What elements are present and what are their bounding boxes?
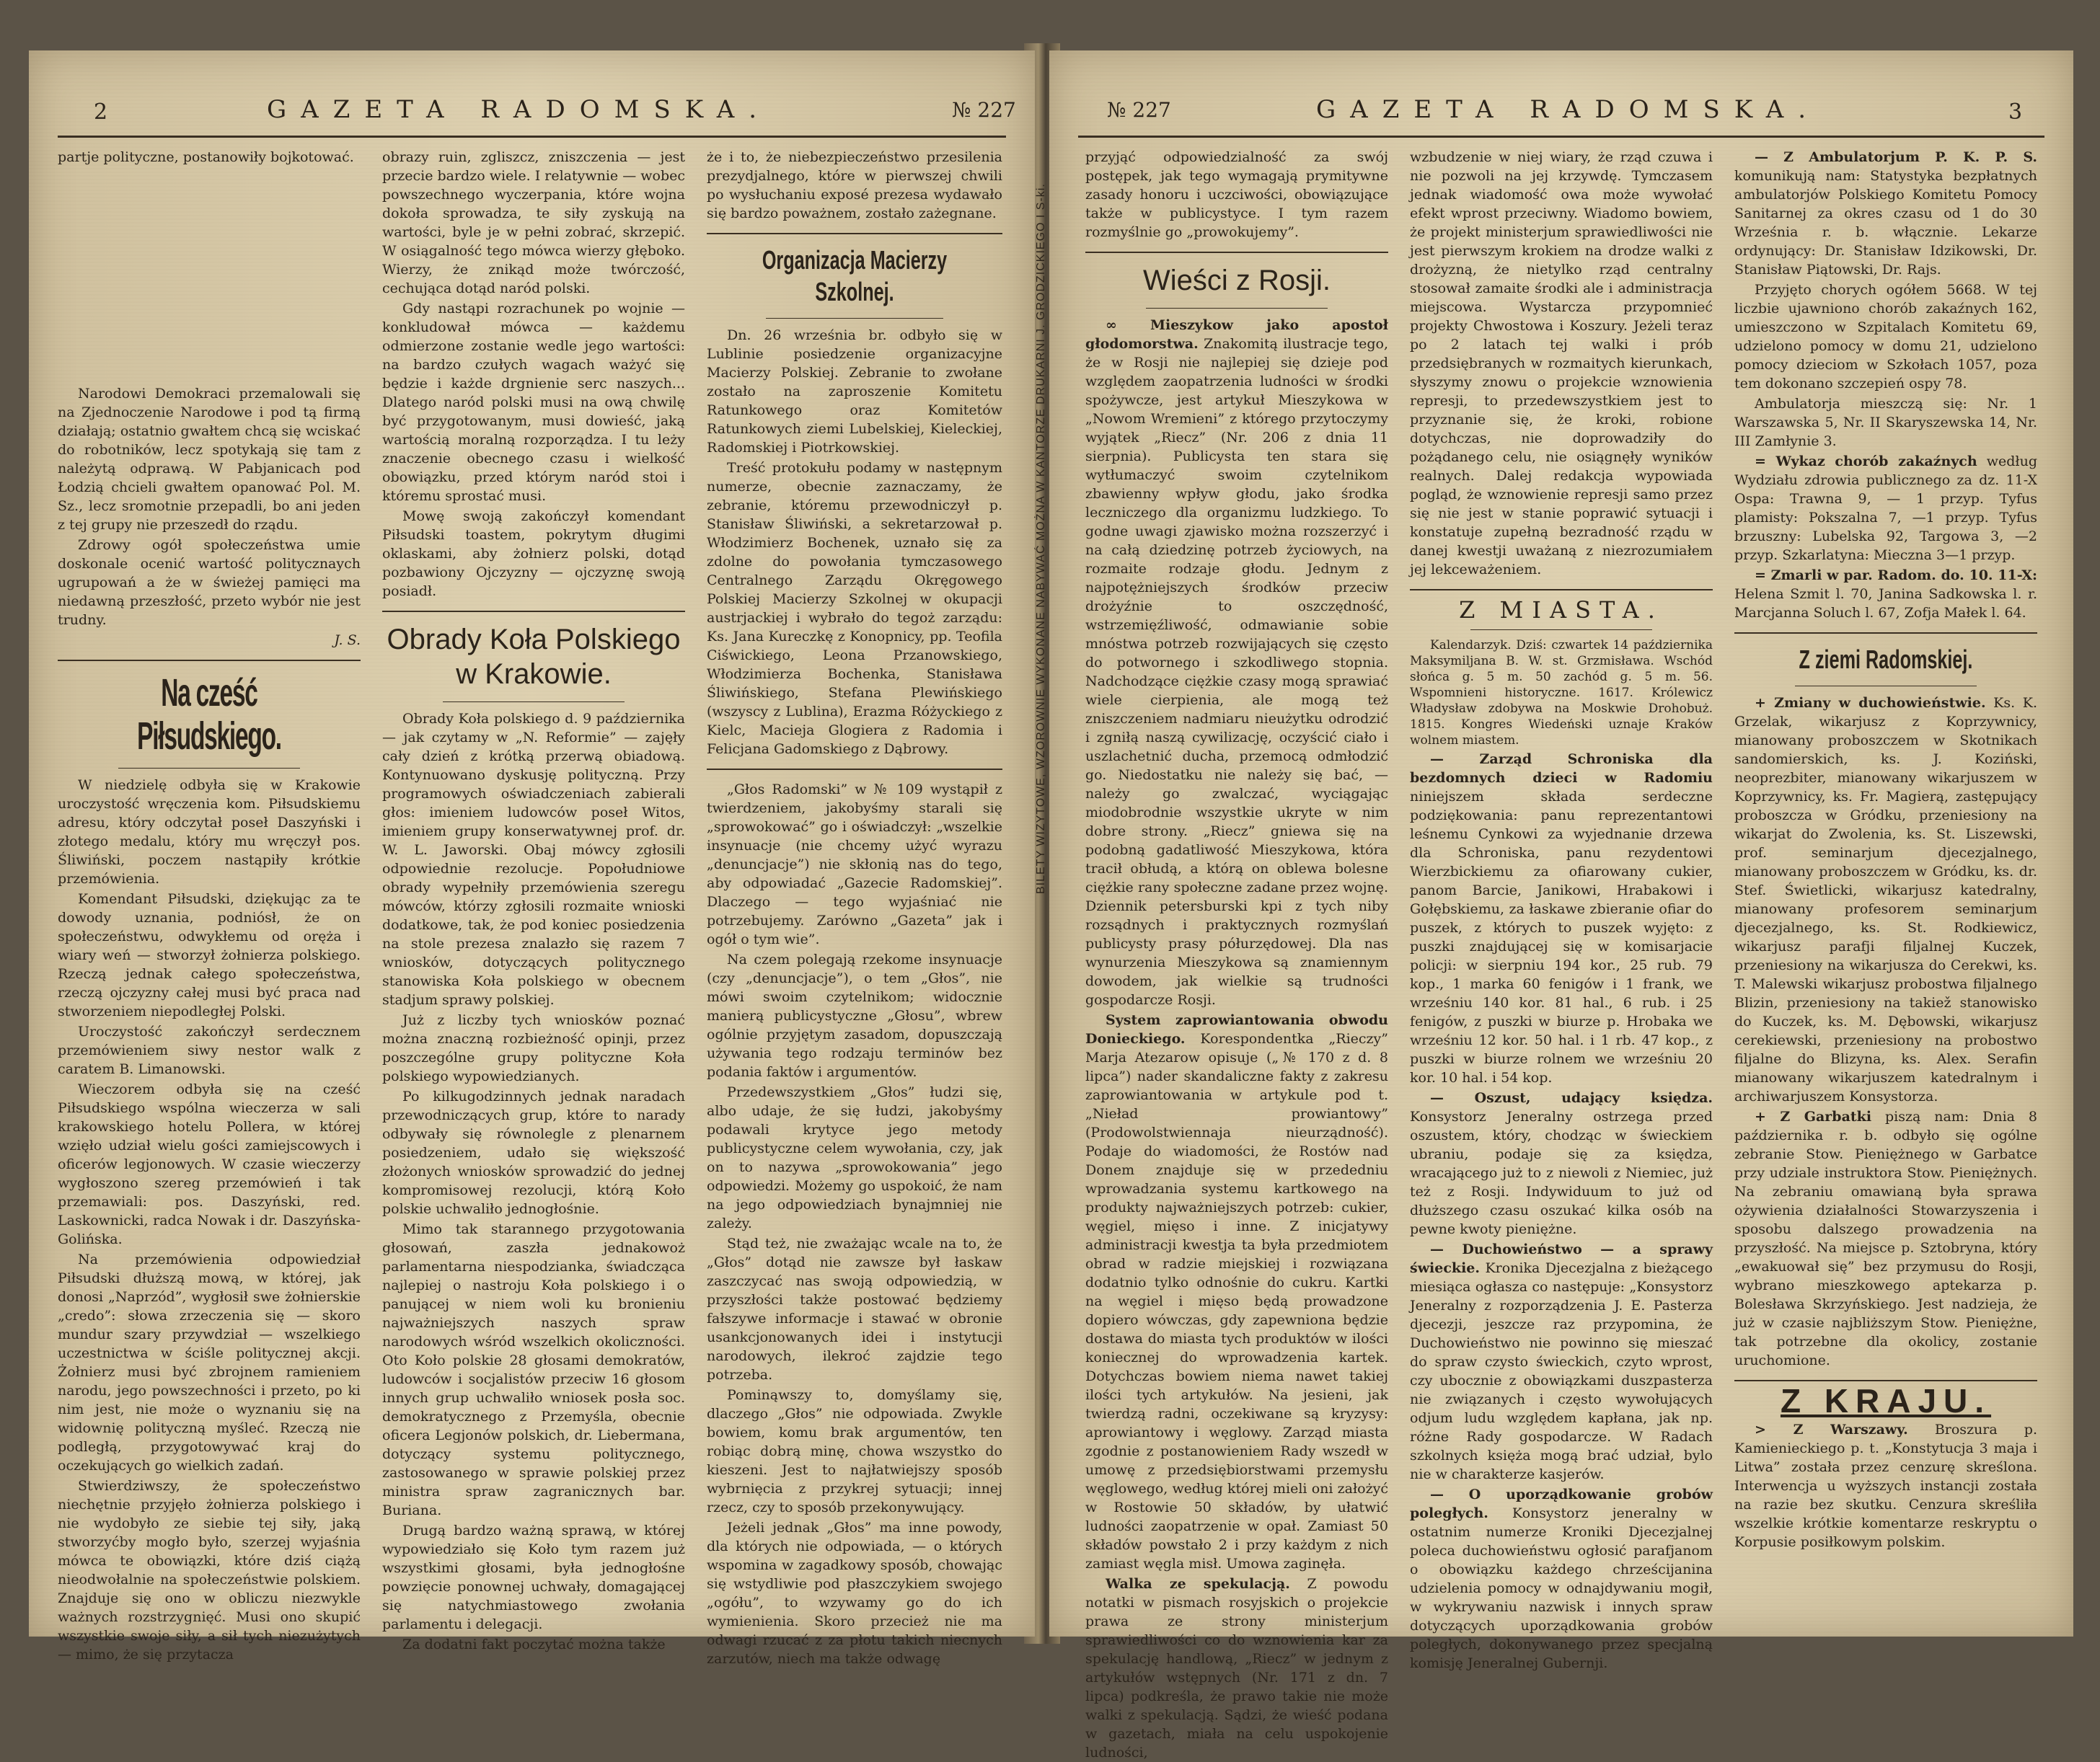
calendar-note: Kalendarzyk. Dziś: czwartek 14 października Maksymiljana B. W. st. Grzmisława. Wschód słońca g. 5 m. 50 zachód g. 5 m. 56. Wspomnieni historyczne. 1617. Królewicz Władysław zdobywa na Moskwie Drohobuż. 1815. Kongres Wiedeński uznaje Kraków wolnem miastem. (1410, 638, 1713, 748)
headline-wiesci-z-rosji: Wieści z Rosji. (1142, 265, 1331, 296)
article-paragraph: przyjąć odpowiedzialność za swój postępek, jak tego wymagają prymitywne zasady honoru i uczciwości, obowiązujące także w publicystyce. I tym razem rozmyślnie go „prowokujemy”. (1085, 149, 1388, 240)
article-paragraph (1734, 1420, 2037, 1551)
article-paragraph: Na przemówienia odpowiedział Piłsudski dłuższą mową, w której, jak donosi „Naprzód”, wygłosił swe żołnierskie „credo”: słowa zrzeczenia się — skoro mundur szary przywdział — wszelkiego uczestnictwa w ściśle politycznej akcji. Żołnierz musi być zbrojnem ramieniem narodu, jego powszechności i przeto, po ki nim jest, nie może o wyznaniu się na widownię polityczną myśleć. Rzeczą nie podległą, przygotowywać kraj do oczekujących go wielkich zadań. (58, 1252, 361, 1474)
article-paragraph: Mowę swoją zakończył komendant Piłsudski toastem, pokrytym długimi oklaskami, aby żołnierz polski, dotąd pozbawiony Ojczyzny — ojczyznę swoją posiadł. (382, 508, 685, 599)
divider (58, 660, 361, 661)
left-column-1 (58, 148, 361, 1663)
article-paragraph (1410, 1089, 1713, 1239)
paragraph-lead: — Z Ambulatorjum P. K. P. S. (1755, 149, 2037, 165)
article-paragraph (1085, 1011, 1388, 1573)
article-paragraph: Gdy nastąpi rozrachunek po wojnie — konkludował mówca — każdemu odmierzone zostanie wedle jego wartości: na bardzo czułych wagach ważyć się będzie i każde drgnienie serc naszych... Dlatego naród polski musi na ową chwilę być przygotowanym, musi dowieść, jaką wartością moralną rozporządza. I tu leży znaczenie obecnego czasu i wielkość obowiązku, przed którym naród stoi i któremu sprostać musi. (382, 301, 685, 504)
article-paragraph: Przyjęto chorych ogółem 5668. W tej liczbie ujawniono chorób zakaźnych 162, umieszczono w Szpitalach Komitetu 69, udzielono pomocy w domu 21, udzielono pomocy dzieciom w Szkołach 1057, poza tem dokonano szczepień ospy 78. (1734, 282, 2037, 391)
article-paragraph: Treść protokułu podamy w następnym numerze, obecnie zaznaczamy, że zebranie, któremu przewodniczył p. Stanisław Śliwiński, a sekretarzował p. Włodzimierz Bochenek, uznało się za zdolne do powołania tymczasowego Centralnego Zarządu Okręgowego Polskiej Macierzy Szkolnej w okupacji austrjackiej i wybrało do tegoż zarządu: Ks. Jana Kureczkę z Konopnicy, pp. Teofila Ciświckiego, Leona Przanowskiego, Włodzimierza Bochenka, Stanisława Śliwińskiego, Stefana Plewińskiego (wszyscy z Lublina), Erazma Różyckiego z Kielc, Macieja Glogiera z Radomia i Felicjana Gadomskiego z Dąbrowy. (707, 460, 1002, 757)
article-paragraph: Ambulatorja mieszczą się: Nr. 1 Warszawska 5, Nr. II Skaryszewska 14, Nr. III Zamłynie 3. (1734, 396, 2037, 449)
article-paragraph: „Głos Radomski” w № 109 wystąpił z twierdzeniem, jakobyśmy starali się „sprowokować” go i oświadczył: „wszelkie insynuacje (nie chcemy użyć wyrazu „denuncjacje”) nie skłonią nas do tego, aby odpowiadać „Gazecie Radomskiej”. Dlaczego — tego wyjaśniać nie potrzebujemy. Zarówno „Gazeta” jak i ogół o tym wie”. (707, 782, 1002, 947)
right-column-1 (1085, 148, 1388, 1761)
article-paragraph (1085, 316, 1388, 1009)
paragraph-lead: = Zmarli w par. Radom. do. 10. 11-X: (1755, 567, 2037, 583)
divider (707, 769, 1002, 770)
article-paragraph: Stąd też, nie zważając wcale na to, że „Głos” dotąd nie zawsze był łaskaw zaszczycać nas swoją odpowiedzią, w przyszłości także postować będziemy fałszywe informacje i stawać w obronie usankcjonowanych idei i instytucji narodowych, ilekroć zajdzie tego potrzeba. (707, 1236, 1002, 1383)
paragraph-body: piszą nam: Dnia 8 października r. b. odbyło się ogólne zebranie Stow. Pieniężnego w Garbatce przy udziale instruktora Stow. Pieniężnych. Na zebraniu omawianą była sprawa ożywienia działalności Stowarzyszenia i sposobu dalszego prowadzenia na przyszłość. Na miejsce p. Sztobryna, który „ewakuował się” bez przymusu do Rosji, wybrano mieszkowego aptekarza p. Bolesława Skrzyńskiego. Jest nadzieja, że już w czasie najbliższym Stow. Pieniężne, tak potrzebne dla okolicy, zostanie uruchomione. (1734, 1109, 2037, 1368)
paragraph-body: Ks. K. Grzelak, wikarjusz z Koprzywnicy, mianowany proboszczem w Skotnikach sandomierskich, ks. J. Koziński, neoprezbiter, mianowany wikarjuszem w Koprzywnicy, ks. Fr. Magierą, zastępujący proboszcza w Gródku, przeniesiony na wikarjat do Zwolenia, ks. St. Liszewski, prof. seminarjum djecezjalnego, mianowany proboszczem w Gródku, ks. dr. Stef. Świetlicki, wikarjusz katedralny, mianowany profesorem seminarjum djecezjalnego, ks. St. Rodkiewicz, wikarjusz parafji filjalnej Kuczek, przeniesiony na wikarjusza do Cerekwi, ks. T. Malewski wikarjusz probostwa filjalnego Blizin, przeniesiony na takiež stanowisko do Kuczek, ks. M. Dębowski, wikarjusz cerekiewski, przeniesiony na probostwo filjalne do Blizyna, ks. Alex. Serafin mianowany wikarjuszem katedralnym i archiwarjuszem Konsystorza. (1734, 695, 2037, 1104)
article-paragraph: Komendant Piłsudski, dziękując za te dowody uznania, podniósł, że on społeczeństwu, odwykłemu od oręża i wiary weń — stworzył żołnierza polskiego. Rzeczą jednak całego społeczeństwa, rzeczą ojczyzny całej musi być praca nad stworzeniem niepodległej Polski. (58, 891, 361, 1019)
divider (118, 768, 300, 769)
headline-pilsudski: Na cześć Piłsudskiego. (137, 671, 281, 758)
left-column-2 (382, 148, 686, 1652)
article-paragraph (1410, 750, 1713, 1087)
article-paragraph: Wieczorem odbyła się na cześć Piłsudskiego wspólna wieczerza w sali krakowskiego hotelu Pollera, w której wzięło udział wielu gości zamiejscowych i oficerów legjonowych. W czasie wieczerzy wygłoszono szereg przemówień i tak przemawiali: pos. Daszyński, red. Laskownicki, radca Nowak i dr. Daszyńska-Golińska. (58, 1081, 361, 1247)
headline-z-kraju: Z KRAJU. (1780, 1382, 1992, 1420)
paragraph-lead: — O uporządkowanie grobów poległych. (1410, 1487, 1713, 1521)
article-paragraph: Jeżeli jednak „Głos” ma inne powody, dla których nie odpowiada, — o których wspomina w zagadkowy sposób, chowając się wstydliwie pod płaszczykiem swojego „ogółu”, to wzywamy go do ich wymienienia. Skoro przecież nie ma odwagi rzucać z za płotu takich niecnych zarzutów, niech ma także odwagę (707, 1520, 1002, 1667)
paragraph-body: Konsystorz Jeneralny ostrzega przed oszustem, który, chodząc w świeckiem ubraniu, podaje się za księdza, wracającego już to z niewoli z Niemiec, już też z Rosji. Indywiduum to już od dłuższego czasu oszukać kilka osób na pewne kwoty pieniężne. (1410, 1109, 1713, 1237)
article-paragraph (1734, 148, 2037, 279)
paragraph-lead: > Z Warszawy. (1755, 1422, 1908, 1438)
divider (707, 233, 1002, 234)
paragraph-body: Z powodu notatki w pismach rosyjskich o projekcie prawa ze strony ministerjum sprawiedliwości co do wznowienia kar za spekulację handlową, „Riecz” w jednym z artykułów wstępnych (Nr. 171 z dn. 7 lipca) podkreśla, że prawo takie nie może walki z spekulacją. Sądzi, że wieść podana w gazetach, miała na celu uspokojenie ludności, (1085, 1576, 1388, 1761)
paragraph-lead: — Duchowieństwo — a sprawy świeckie. (1410, 1241, 1713, 1276)
paragraph-lead: System zaprowiantowania obwodu Donieckiego. (1085, 1012, 1388, 1047)
article-paragraph: Po kilkugodzinnych jednak naradach przewodniczących grup, które to narady odbywały się równolegle z plenarnem posiedzeniem, udało się większość złożonych wniosków sprowadzić do jednej kompromisowej rezolucji, którą Koło polskie uchwaliło jednogłośnie. (382, 1089, 685, 1217)
paragraph-body: Broszura p. Kamienieckiego p. t. „Konstytucja 3 maja i Litwa” została przez cenzurę skreślona. Interwencja u wyższych instancji została na razie bez skutku. Cenzura skreśliła wszelkie krótkie komentarze reskryptu o Korpusie posiłkowym polskim. (1734, 1422, 2038, 1550)
article-paragraph: że i to, że niebezpieczeństwo przesilenia prezydjalnego, które w pierwszej chwili po wysłuchaniu exposé prezesa wydawało się bardzo poważnem, zostało zażegnane. (707, 149, 1002, 221)
paragraph-lead: — Zarząd Schroniska dla bezdomnych dzieci w Radomiu (1410, 751, 1713, 786)
signature: J. S. (334, 632, 361, 648)
article-paragraph (1734, 566, 2037, 622)
right-column-2 (1410, 148, 1713, 1671)
article-paragraph: partje polityczne, postanowiły bojkotować. (58, 149, 354, 165)
headline-z-ziemi-radomskiej: Z ziemi Radomskiej. (1799, 645, 1973, 674)
divider (443, 701, 625, 702)
article-paragraph (1410, 1485, 1713, 1673)
paragraph-body: Helena Szmit l. 70, Janina Sadkowska l. r. Marcjanna Soluch l. 67, Zofja Małek l. 64. (1734, 586, 2037, 621)
article-paragraph: Narodowi Demokraci przemalowali się na Zjednoczenie Narodowe i pod tą firmą działają; ostatnio gwałtem chcą się wciskać do robotników, lecz spotykają się tam z należytą odprawą. W Pabjanicach pod Łodzią chcieli gwałtem opanować Pol. M. Sz., lecz sromotnie przepadli, bo ani jeden z tej grupy nie przeszedł do rządu. (58, 386, 361, 533)
newspaper-title: GAZETA RADOMSKA. (267, 95, 772, 124)
article-paragraph: obrazy ruin, zgliszcz, zniszczenia — jest przecie bardzo wiele. I relatywnie — wobec powszechnego wyczerpania, które wojna dokoła sprowadza, te siły zyskują na wartości, byle je w pełni zobrać, skrzepić. W osiągalność tego mówca wierzy głęboko. Wierzy, że znikąd może twórczość, cechująca dotąd naród polski. (382, 149, 686, 296)
article-paragraph: Zdrowy ogół społeczeństwa umie doskonale ocenić wartość politycznaych ugrupowań a że w świeżej pamięci ma niedawną przeszłość, przeto wybór nie jest trudny. (58, 537, 361, 628)
article-paragraph (1734, 1107, 2037, 1370)
left-column-3 (707, 148, 1002, 1667)
divider (1734, 1380, 2037, 1381)
divider (1470, 629, 1652, 630)
article-paragraph: wzbudzenie w niej wiary, że rząd czuwa i nie pozwoli na jej krzywdę. Tymczasem jednak wiadomość owa może wywołać efekt wprost przeciwny. Wiadomo bowiem, że projekt ministerjum sprawiedliwości nie jest pierwszym krokiem na drodze walki z drożyzną, że nietylko rząd centralny stosował zamaite środki ale i administracja miejscowa. Wystarcza przypomnieć projekty Chwostowa i Koszury. Jeżeli teraz po 2 latach tej walki i prób przedsiębranych w rozmaitych kierunkach, słyszymy znowu o projekcie wznowienia represji, to przedewszystkiem jest to przyznanie się, że kroki, robione dotychczas, nie doprowadziły do pożądanego celu, nie osiągnęły wyników realnych. Dalej redakcja wypowiada pogląd, że wznowienie represji samo przez się nie jest w stanie poprawić sytuacji i konstatuje zupełną bezradność rządu w danej kwestji uważaną z niezrozumiałem jej lekceważeniem. (1410, 149, 1713, 577)
paragraph-lead: + Z Garbatki (1755, 1109, 1872, 1125)
article-paragraph: Stwierdziwszy, że społeczeństwo niechętnie przyjęło żołnierza polskiego i nie wydobyło ze siebie tej siły, jaką stworzyćby mogło było, szerzej wyjaśnia mówca te obowiązki, które dziś ciążą nieodwołalnie na społeczeństwie polskiem. Znajduje się ono w obliczu niezwykle ważnych rozstrzygnięć. Musi ono skupić wszystkie swoje siły, a sił tych niezużytych — mimo, że się przytacza (58, 1478, 361, 1663)
paragraph-lead: — Oszust, udający księdza. (1430, 1090, 1713, 1106)
issue-number: № 227 (1107, 98, 1171, 122)
right-masthead (1049, 94, 2073, 137)
vertical-advert-text: BILETY WIZYTOWE, WZOROWNIE WYKONANE NABYWAĆ MOŻNA W KANTORZE DRUKARNI J. GRODZICKIEGO I S-ki. (1035, 183, 1047, 894)
paragraph-body: Znakomitą ilustracje tego, że w Rosji nie najlepiej się dzieje pod względem zaopatrzenia ludności w środki spożywcze, jest artykuł Mieszykowa w „Nowom Wremieni” z którego przytoczymy wyjątek „Riecz” (Nr. 206 z dnia 11 sierpnia). Publicysta ten stara się wytłumaczyć swoim czytelnikom zbawienny wpływ głodu, jako środka leczniczego dla organizmu ludzkiego. To godne uwagi zjawisko można rozszerzyć i na całą dziedzinę potrzeb życiowych, na rozmaite rodzaje głodu. Jednym z najpotężniejszych środków przeciw drożyźnie to oszczędność, wstrzemięźliwość, odmawianie sobie mnóstwa potrzeb rozwijających się często do potwornego i szkodliwego stopnia. Nadchodzące ciężkie czasy mogą sprawiać wiele cierpienia, ale mogą też zniszczeniem nadmiaru nieużytku odrodzić i zgniłą naszą cywilizację, oczyścić ciało i uszlachetnić ducha, przemocą odmłodzić go. Niedostatku nie należy się bać, — należy go zwalczać, wyciągając miodobrodnie wszystkie ukryte w nim dobre strony. „Riecz” gniewa się na podobną gadatliwość Mieszykowa, która tracił obłudą, a którą on oblewa bolesne ciężkie rany społeczne zadane przez wojnę. Dziennik petersburski kpi z tych niby rozsądnych i praktycznych rozmyślań publicysty prasy półurzędowej. Dla nas wynurzenia Mieszykowa są znamiennym dowodem, jak wielkie są trudności gospodarcze Rosji. (1085, 336, 1388, 1008)
page-number: 3 (2008, 99, 2023, 125)
article-paragraph: Dn. 26 września br. odbyło się w Lublinie posiedzenie organizacyjne Macierzy Polskiej. Zebranie to zwołane zostało na zaproszenie Komitetu Ratunkowego oraz Komitetów Ratunkowych ziemi Lubelskiej, Kieleckiej, Radomskiej i Piotrkowskiej. (707, 327, 1002, 456)
left-masthead (29, 94, 1035, 137)
issue-number: № 227 (952, 98, 1016, 122)
article-paragraph (1734, 452, 2037, 565)
article-paragraph: Już z liczby tych wniosków poznać można znaczną rozbieżność opinji, przez poszczególne grupy polityczne Koła polskiego wypowiedzianych. (382, 1012, 685, 1084)
article-paragraph: Obrady Koła polskiego d. 9 października — jak czytamy w „N. Reformie” — zajęły cały dzień z krótką przerwą obiadową. Kontynuowano dyskusję polityczną. Przy programowych oświadczeniach zabierali głos: imieniem ludowców poseł Witos, imieniem grupy konserwatywnej prof. dr. W. L. Jaworski. Obaj mówcy zgłosili odpowiednie rezolucje. Popołudniowe obrady wypełniły przemówienia szeregu mówców, którzy zgłosili rozmaite wnioski dodatkowe, tak, że pod koniec posiedzenia na stole prezesa znalazło się razem 7 wniosków, dotyczących politycznego stanowiska Koła polskiego w obecnem stadjum sprawy polskiej. (382, 711, 685, 1008)
paragraph-lead: = Wykaz chorób zakaźnych (1755, 453, 1977, 469)
header-rule (58, 136, 1006, 138)
headline-z-miasta: Z MIASTA. (1459, 596, 1664, 624)
page-number: 2 (94, 99, 108, 125)
paragraph-lead: Walka ze spekulacją. (1106, 1576, 1290, 1592)
article-paragraph: Uroczystość zakończył serdecznem przemówieniem siwy nestor walk z caratem B. Limanowski. (58, 1024, 361, 1077)
paragraph-body: Kronika Djecezjalna z bieżącego miesiąca ogłasza co następuje: „Konsystorz Jeneralny z rozporządzenia J. E. Pasterza djecezji, jeszcze raz przypomina, że Duchowieństwo nie powinno się mieszać do spraw czysto świeckich, czyto wprost, czy ubocznie z obowiązkami duszpasterza nie związanych i często wywołujących odjum ludu względem kapłana, jak np. różne Rady gospodarcze. W Radach szkolnych księża mogą brać udział, bylo nie w charakterze kasjerów. (1410, 1260, 1713, 1482)
paragraph-body: Konsystorz jeneralny w ostatnim numerze Kroniki Djecezjalnej poleca duchowieństwu ogłosić parafjanom o obowiązku każdego chrześcijanina udzielenia pomocy w odnajdywaniu mogił, w wykrywaniu nazwisk i innych spraw dotyczących uporządkowania grobów poległych, dokonywanego przez specjalną komisję Jeneralnej Gubernji. (1410, 1505, 1713, 1671)
right-page (1049, 50, 2073, 1761)
header-rule (1078, 136, 2044, 138)
divider (766, 318, 943, 319)
paragraph-body: według Wydziału zdrowia publicznego za dz. 11-X Ospa: Trawna 9, — 1 przyp. Tyfus plamisty: Pokszalna 7, —1 przyp. Tyfus brzuszny: Lubelska 92, Targowa 3, —2 przyp. Szkarlatyna: Mieczna 3—1 przyp. (1734, 453, 2037, 563)
paragraph-lead: + Zmiany w duchowieństwie. (1755, 695, 1986, 711)
blank-space (58, 168, 361, 384)
headline-kolo-polskie: Obrady Koła Polskiego w Krakowie. (387, 624, 681, 690)
article-paragraph: Za dodatni fakt poczytać można także (402, 1637, 666, 1652)
divider (382, 611, 685, 612)
divider (1410, 589, 1713, 590)
divider (1734, 632, 2037, 634)
article-paragraph (1085, 1575, 1388, 1762)
headline-macierz: Organizacja Macierzy Szkolnej. (762, 245, 948, 306)
right-column-3 (1734, 148, 2037, 1633)
article-paragraph: W niedzielę odbyła się w Krakowie uroczystość wręczenia kom. Piłsudskiemu adresu, który odczytał poseł Daszyński i złotego medalu, który mu wręczył pos. Śliwiński, poczem nastąpiły krótkie przemówienia. (58, 777, 361, 887)
article-paragraph: Mimo tak starannego przygotowania głosowań, zaszła jednakowoż parlamentarna niespodzianka, świadcząca najlepiej o nastroju Koła polskiego i o panującej w niem woli ku bronieniu najważniejszych naszych spraw narodowych wśród wszelkich okoliczności. Oto Koło polskie 28 głosami demokratów, ludowców i socjalistów przeciw 16 głosom innych grup uchwaliło wniosek posła soc. demokratycznego z Przemyśla, obecnie oficera Legjonów polskich, dr. Liebermana, dotyczący systemu politycznego, zastosowanego w sprawie polskiej przez ministra spraw zagranicznych bar. Buriana. (382, 1221, 685, 1518)
paragraph-body: niniejszem składa serdeczne podziękowania: panu reprezentantowi leśnemu Cynkowi za wyjednanie drzewa dla Schroniska, panu rezydentowi Wierzbickiemu za ofiarowany cukier, panom Barcie, Janikowi, Hrabakowi i Gołębskiemu, za łaskawe zbieranie ofiar do puszek, z których to puszek wyjęto: z puszki znajdującej się w komisarjacie policji: w sierpniu 194 kor., 25 rub. 79 kop., 1 marka 60 fenigów i 1 frank, we wrześniu 140 kor. 81 hal., 6 rub. i 25 fenigów, z puszki w biurze p. Hrobaka we wrześniu 12 kor. 50 hal. i 1 rb. 47 kop., z puszki w biurze rolnem we wrześniu 20 kor. 10 hal. i 54 kop. (1410, 789, 1713, 1086)
paragraph-body: Korespondentka „Rieczy” Marja Atezarow opisuje („№ 170 z d. 8 lipca”) nader skandaliczne fakty z zakresu zaprowiantowania w artykule pod t. „Nieład prowiantowy” (Prodowolstwiennaja nieurządność). Podaje do wiadomości, że Rostów nad Donem znajduje się w przededniu wprowadzania systemu kartkowego na produkty najważniejszych potrzeb: cukier, węgiel, mięso i inne. Z inicjatywy administracji kwestja ta była przedmiotem obrad w radzie miejskiej i rozwiązana dodatnio tylko odnośnie do cukru. Kartki na węgiel i mięso będą prowadzone dopiero wówczas, gdy zapewniona będzie dostawa do miasta tych produktów w ilości koniecznej do wprowadzenia kartek. Dotychczas bowiem niema nawet takiej ilości tych artykułów. Na jesieni, jak twierdzą radni, oczekiwane są kryzysy: aprowiantowy i węglowy. Zarząd miasta zgodnie z postanowieniem Rady wszedł w umowę z przedsiębiorstwami przemysłu węglowego, według której mieli oni założyć w Rostowie 50 składów, by ułatwić ludności zaopatrzenie w opał. Zamiast 50 składów powstało 2 i przy każdym z nich zamiast węgla misł. Umowa zaginęła. (1085, 1031, 1388, 1572)
divider (1146, 308, 1328, 309)
left-page (29, 50, 1035, 1667)
article-paragraph: Na czem polegają rzekome insynuacje (czy „denuncjacje”), o tem „Głos”, nie mówi swoim czytelnikom; widocznie manierą publicystyczne „Głosu”, wbrew ogólnie przyjętym zasadom, dopuszczają używania tego rodzaju terminów bez podania faktów i argumentów. (707, 952, 1002, 1080)
paragraph-body: komunikują nam: Statystyka bezpłatnych ambulatorjów Polskiego Komitetu Pomocy Sanitarnej za okres czasu od 1 do 30 Września r. b. włącznie. Lekarze ordynujący: Dr. Stanisław Idzikowski, Dr. Stanisław Piątowski, Dr. Rajs. (1734, 168, 2037, 278)
article-paragraph: Pominąwszy to, domyślamy się, dlaczego „Głos” nie odpowiada. Zwykle bowiem, komu brak argumentów, ten robiąc dobrą minę, chowa wszystko do kieszeni. Jest to najłatwiejszy sposób wybrnięcia z przykrej sytuacji; innej rzecz, czy to sposób przekonywujący. (707, 1387, 1002, 1515)
divider (1085, 252, 1388, 253)
article-paragraph (1410, 1240, 1713, 1484)
newspaper-title: GAZETA RADOMSKA. (1316, 95, 1821, 124)
paragraph-lead: ∞ Mieszykow jako apostoł głodomorstwa. (1085, 317, 1388, 352)
article-paragraph: Drugą bardzo ważną sprawą, w której wypowiedziało się Koło tym razem już wszystkimi głosami, była jednogłośne powzięcie ponownej uchwały, domagającej się natychmiastowego zwołania parlamentu i delegacji. (382, 1523, 685, 1632)
article-paragraph: Przedewszystkiem „Głos” łudzi się, albo udaje, że się łudzi, jakobyśmy podawali krytyce jego metody publicystyczne celem wywołania, czy, jak on to nazywa „sprowokowania” jego odpowiedzi. Możemy go uspokoić, że nam na jego odpowiedziach bynajmniej nie zależy. (707, 1084, 1002, 1231)
article-paragraph (1734, 694, 2037, 1106)
